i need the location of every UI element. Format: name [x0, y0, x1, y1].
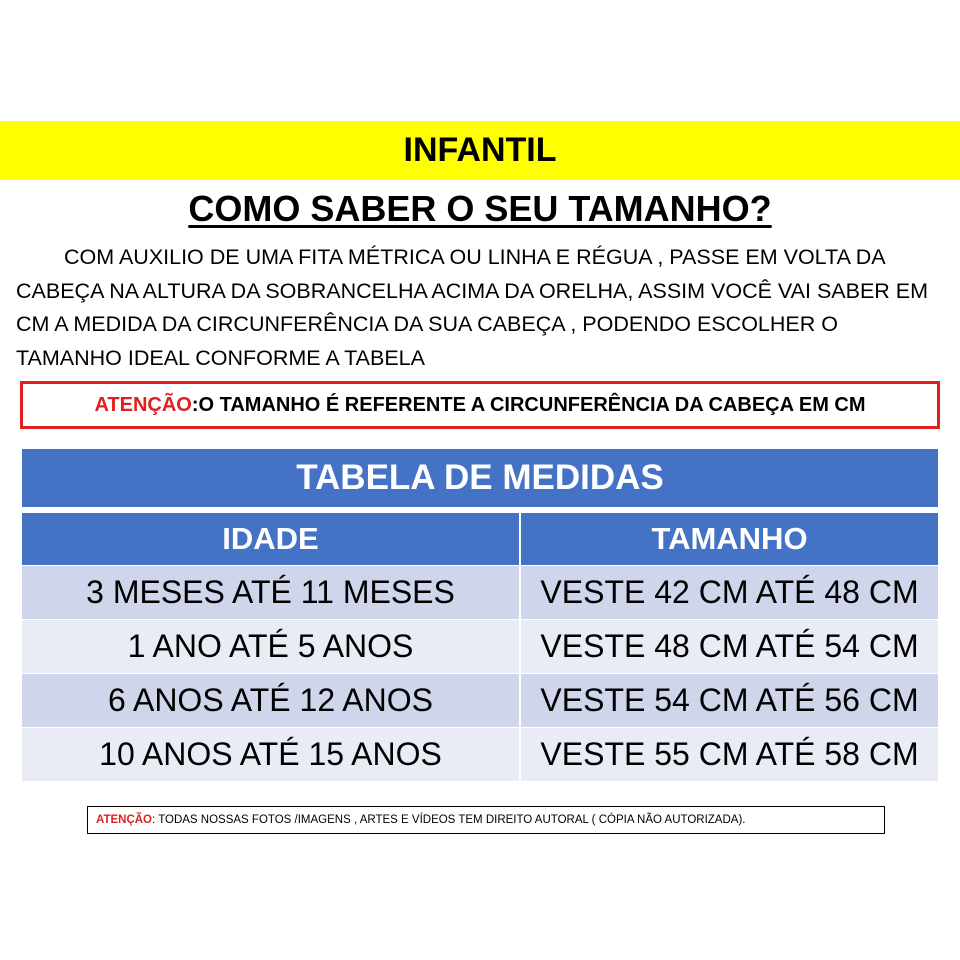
table-row	[22, 619, 938, 673]
table-row	[22, 673, 938, 727]
cell-size: VESTE 54 CM ATÉ 56 CM	[521, 673, 938, 727]
cell-size: VESTE 42 CM ATÉ 48 CM	[521, 565, 938, 619]
cell-age: 1 ANO ATÉ 5 ANOS	[22, 619, 519, 673]
alert-label: ATENÇÃO	[94, 393, 192, 416]
cell-size: VESTE 48 CM ATÉ 54 CM	[521, 619, 938, 673]
title-banner	[0, 121, 960, 180]
table-row	[22, 727, 938, 781]
page-subtitle: COMO SABER O SEU TAMANHO?	[188, 188, 772, 229]
alert-text: :O TAMANHO É REFERENTE A CIRCUNFERÊNCIA DA CABEÇA EM CM	[191, 393, 866, 416]
cell-age: 10 ANOS ATÉ 15 ANOS	[22, 727, 519, 781]
cell-age: 3 MESES ATÉ 11 MESES	[22, 565, 519, 619]
cell-age: 6 ANOS ATÉ 12 ANOS	[22, 673, 519, 727]
footer-text: : TODAS NOSSAS FOTOS /IMAGENS , ARTES E VÍDEOS TEM DIREITO AUTORAL ( CÓPIA NÃO AUTORIZADA).	[152, 814, 746, 826]
cell-size: VESTE 55 CM ATÉ 58 CM	[521, 727, 938, 781]
instructions-text: COM AUXILIO DE UMA FITA MÉTRICA OU LINHA E RÉGUA , PASSE EM VOLTA DA CABEÇA NA ALTURA DA SOBRANCELHA ACIMA DA ORELHA, ASSIM VOCÊ VAI SABER EM CM A MEDIDA DA CIRCUNFERÊNCIA DA SUA CABEÇA , PODENDO ESCOLHER O TAMANHO IDEAL CONFORME A TABELA	[16, 245, 929, 370]
copyright-notice	[87, 806, 885, 834]
table-row	[22, 565, 938, 619]
footer-label: ATENÇÃO	[96, 814, 153, 826]
table-header-row	[22, 513, 938, 565]
header-size: TAMANHO	[521, 513, 938, 565]
page-title: INFANTIL	[403, 131, 557, 169]
table-title: TABELA DE MEDIDAS	[22, 449, 938, 507]
size-alert-box	[20, 381, 940, 429]
size-table	[22, 449, 938, 781]
header-age: IDADE	[22, 513, 519, 565]
